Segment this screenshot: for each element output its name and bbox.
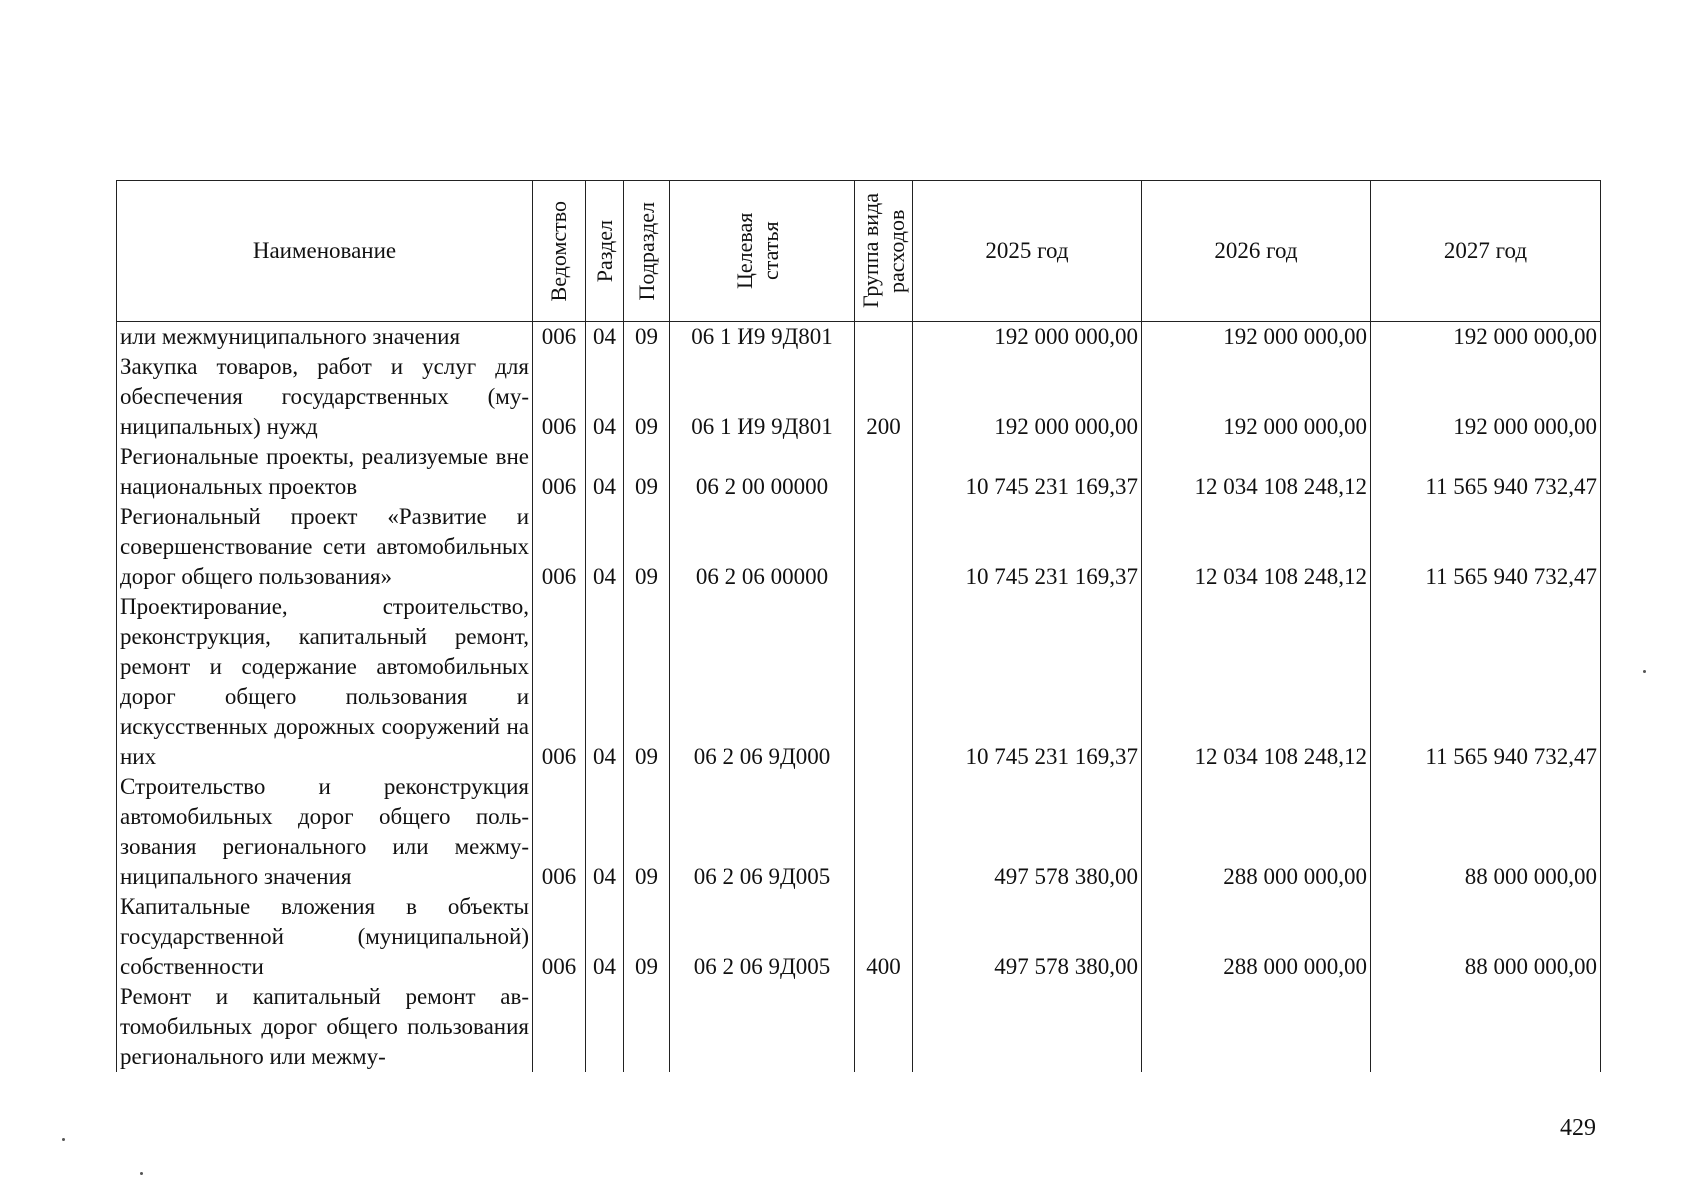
row-target-article <box>670 982 855 1072</box>
row-name: Проектирование, строительство, реконструкция, капитальный ремонт, ремонт и содержание автомобильных дорог общего пользования и искусственных дорожных сооружений на них <box>117 592 533 772</box>
header-year-2027: 2027 год <box>1371 181 1601 322</box>
row-target-article: 06 1 И9 9Д801 <box>670 352 855 442</box>
row-target-article: 06 2 06 00000 <box>670 502 855 592</box>
row-subsection: 09 <box>624 592 670 772</box>
row-subsection: 09 <box>624 502 670 592</box>
row-name: Строительство и реконструкция автомобильных дорог общего пользования регионального или межмуниципального значения <box>117 772 533 892</box>
table-body <box>117 322 1601 1073</box>
row-department: 006 <box>533 892 586 982</box>
row-expense-group: 200 <box>855 352 913 442</box>
row-amount-2026: 288 000 000,00 <box>1142 772 1371 892</box>
row-target-article: 06 2 06 9Д000 <box>670 592 855 772</box>
table-row <box>117 772 1601 892</box>
row-subsection: 09 <box>624 442 670 502</box>
row-amount-2025: 497 578 380,00 <box>913 772 1142 892</box>
table-row <box>117 322 1601 353</box>
row-expense-group <box>855 322 913 353</box>
row-amount-2025: 192 000 000,00 <box>913 352 1142 442</box>
row-name: Региональный проект «Развитие и совершенствование сети автомобильных дорог общего пользования» <box>117 502 533 592</box>
row-expense-group <box>855 442 913 502</box>
row-amount-2027: 88 000 000,00 <box>1371 772 1601 892</box>
header-target-article: Целевая статья <box>670 181 855 322</box>
row-amount-2026: 192 000 000,00 <box>1142 352 1371 442</box>
row-amount-2025: 192 000 000,00 <box>913 322 1142 353</box>
row-name: Капитальные вложения в объекты государственной (муниципальной) собственности <box>117 892 533 982</box>
row-amount-2027: 11 565 940 732,47 <box>1371 442 1601 502</box>
page-number: 429 <box>1560 1115 1596 1141</box>
row-amount-2027: 192 000 000,00 <box>1371 322 1601 353</box>
row-expense-group <box>855 592 913 772</box>
table-row <box>117 352 1601 442</box>
row-department <box>533 982 586 1072</box>
row-section: 04 <box>586 502 624 592</box>
row-name: Ремонт и капитальный ремонт автомобильных дорог общего пользования регионального или межму- <box>117 982 533 1072</box>
row-amount-2026: 288 000 000,00 <box>1142 892 1371 982</box>
row-amount-2027: 88 000 000,00 <box>1371 892 1601 982</box>
scan-speck <box>140 1172 143 1175</box>
header-name: Наименование <box>117 181 533 322</box>
header-year-2026: 2026 год <box>1142 181 1371 322</box>
row-subsection: 09 <box>624 322 670 353</box>
row-department: 006 <box>533 352 586 442</box>
row-section: 04 <box>586 592 624 772</box>
row-section: 04 <box>586 322 624 353</box>
row-amount-2027: 192 000 000,00 <box>1371 352 1601 442</box>
row-target-article: 06 2 06 9Д005 <box>670 892 855 982</box>
row-target-article: 06 2 00 00000 <box>670 442 855 502</box>
row-subsection <box>624 982 670 1072</box>
header-subsection: Подраздел <box>624 181 670 322</box>
row-amount-2026: 12 034 108 248,12 <box>1142 592 1371 772</box>
row-target-article: 06 1 И9 9Д801 <box>670 322 855 353</box>
table-row <box>117 442 1601 502</box>
row-expense-group: 400 <box>855 892 913 982</box>
row-amount-2027: 11 565 940 732,47 <box>1371 592 1601 772</box>
row-amount-2025: 10 745 231 169,37 <box>913 592 1142 772</box>
row-amount-2025: 10 745 231 169,37 <box>913 502 1142 592</box>
table-row <box>117 592 1601 772</box>
row-amount-2027: 11 565 940 732,47 <box>1371 502 1601 592</box>
row-department: 006 <box>533 322 586 353</box>
row-subsection: 09 <box>624 772 670 892</box>
row-amount-2025: 497 578 380,00 <box>913 892 1142 982</box>
row-amount-2026 <box>1142 982 1371 1072</box>
row-subsection: 09 <box>624 352 670 442</box>
row-section: 04 <box>586 352 624 442</box>
row-section <box>586 982 624 1072</box>
budget-table <box>116 180 1601 1072</box>
row-name: Региональные проекты, реализуемые вне национальных проектов <box>117 442 533 502</box>
row-section: 04 <box>586 772 624 892</box>
row-department: 006 <box>533 592 586 772</box>
row-amount-2025 <box>913 982 1142 1072</box>
header-expense-group: Группа вида расходов <box>855 181 913 322</box>
table-row <box>117 982 1601 1072</box>
header-section: Раздел <box>586 181 624 322</box>
budget-table-container <box>116 180 1600 1072</box>
row-section: 04 <box>586 442 624 502</box>
row-expense-group <box>855 982 913 1072</box>
row-name: Закупка товаров, работ и услуг для обеспечения государственных (муниципальных) нужд <box>117 352 533 442</box>
table-row <box>117 502 1601 592</box>
scan-speck <box>1643 670 1646 673</box>
row-department: 006 <box>533 442 586 502</box>
table-row <box>117 892 1601 982</box>
header-department: Ведомство <box>533 181 586 322</box>
row-amount-2025: 10 745 231 169,37 <box>913 442 1142 502</box>
row-name: или межмуниципального значения <box>117 322 533 353</box>
header-row <box>117 181 1601 322</box>
row-subsection: 09 <box>624 892 670 982</box>
header-year-2025: 2025 год <box>913 181 1142 322</box>
row-expense-group <box>855 772 913 892</box>
row-amount-2026: 12 034 108 248,12 <box>1142 502 1371 592</box>
row-amount-2026: 192 000 000,00 <box>1142 322 1371 353</box>
row-amount-2027 <box>1371 982 1601 1072</box>
scan-speck <box>62 1138 65 1141</box>
row-amount-2026: 12 034 108 248,12 <box>1142 442 1371 502</box>
row-target-article: 06 2 06 9Д005 <box>670 772 855 892</box>
row-department: 006 <box>533 502 586 592</box>
row-expense-group <box>855 502 913 592</box>
row-department: 006 <box>533 772 586 892</box>
row-section: 04 <box>586 892 624 982</box>
